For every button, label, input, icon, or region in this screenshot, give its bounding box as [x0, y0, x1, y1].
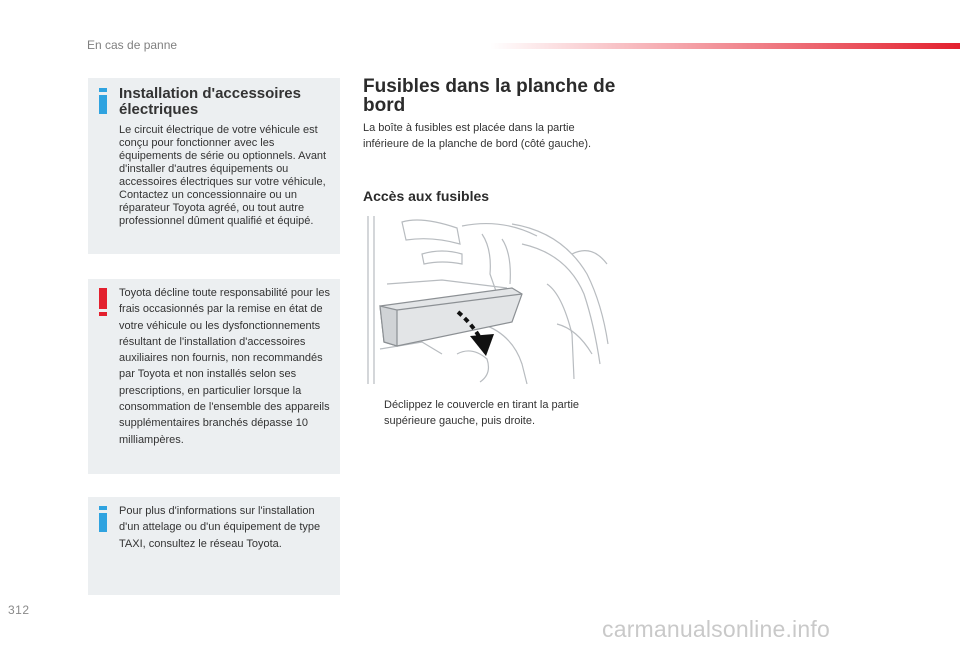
info-box-text: Le circuit électrique de votre véhicule est conçu pour fonctionner avec les équipements de série ou optionnels. Avant d'installer d'autres équipements ou accessoires électriques sur votre véhicule, Contactez un concessionnaire ou un réparateur Toyota agréé, ou tout autre professionnel dûment qualifié et équipé. — [119, 124, 327, 227]
bullet-text: Déclippez le couvercle en tirant la partie supérieure gauche, puis droite. — [384, 399, 580, 427]
watermark: carmanualsonline.info — [602, 616, 830, 642]
info-box-title: Installation d'accessoires électriques — [119, 85, 301, 118]
page-number: 312 — [8, 603, 30, 617]
section-subtitle: Accès aux fusibles — [363, 188, 490, 204]
warning-box — [88, 279, 340, 474]
info-box-more-info — [88, 497, 340, 595]
intro-paragraph: La boîte à fusibles est placée dans la partie inférieure de la planche de bord (côté gauche). — [363, 122, 592, 150]
page-title: Fusibles dans la planche de bord — [363, 76, 616, 116]
header-section-title: En cas de panne — [87, 38, 178, 52]
header-accent-bar — [490, 43, 960, 49]
info-box-text: Pour plus d'informations sur l'installation d'un attelage ou d'un équipement de type TAXI, consultez le réseau Toyota. — [119, 505, 321, 550]
warning-box-text: Toyota décline toute responsabilité pour les frais occasionnés par la remise en état de votre véhicule ou les dysfonctionnements résultant de l'installation d'accessoires auxiliaires non fournis, non recommandés par Toyota et non installés selon ses prescriptions, en particulier lorsque la consommation de l'ensemble des appareils supplémentaires branchés dépasse 10 milliampères. — [119, 287, 330, 446]
fuse-box-illustration — [362, 214, 616, 387]
info-box-electrical-accessories — [88, 78, 340, 254]
